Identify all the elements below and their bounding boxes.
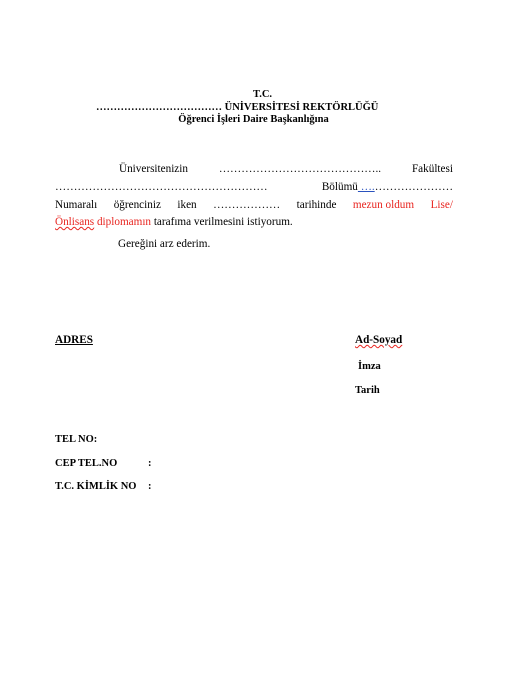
university-word: Üniversitenizin: [119, 163, 188, 175]
while-word: iken: [177, 199, 197, 211]
id-number-label: T.C. KİMLİK NO: [55, 481, 137, 492]
mobile-label: CEP TEL.NO: [55, 458, 118, 469]
date-blank: ………………: [213, 199, 281, 211]
mobile-colon: :: [148, 458, 152, 469]
paragraph-line-3: [55, 196, 453, 214]
header-office: Öğrenci İşleri Daire Başkanlığına: [178, 114, 329, 125]
name-surname-text: Ad-Soyad: [355, 334, 403, 346]
numbered-word: Numaralı: [55, 199, 98, 211]
header-tc: T.C.: [252, 89, 273, 100]
graduated-phrase: mezun oldum: [352, 199, 415, 211]
name-surname-label: [355, 334, 402, 346]
on-date-word: tarihinde: [296, 199, 337, 211]
request-phrase: tarafıma verilmesini istiyorum.: [151, 216, 293, 228]
paragraph-line-2: [55, 178, 453, 196]
associate-degree-word: Önlisans: [55, 216, 95, 228]
address-label: ADRES: [55, 334, 93, 346]
diploma-word: diplomamın: [94, 216, 152, 228]
phone-label: TEL NO:: [55, 434, 98, 445]
paragraph-line-1: [55, 160, 453, 178]
signature-label: İmza: [358, 361, 381, 372]
department-field: ….: [357, 181, 375, 193]
department-blank: …………………………………………………: [55, 181, 268, 193]
department-word: Bölümü: [321, 181, 358, 193]
id-number-colon: :: [148, 481, 152, 492]
department-field-dots: …………………: [374, 181, 453, 193]
highschool-word: Lise/: [430, 199, 453, 211]
date-label: Tarih: [355, 385, 380, 396]
faculty-word: Fakültesi: [411, 163, 453, 175]
department-group: [322, 178, 453, 196]
faculty-blank: ……………………………………..: [218, 163, 382, 175]
student-word: öğrenciniz: [113, 199, 161, 211]
header-university: ……………………………… ÜNİVERSİTESİ REKTÖRLÜĞÜ: [96, 102, 379, 113]
paragraph-line-4: [55, 213, 453, 231]
closing-line: Gereğini arz ederim.: [118, 238, 211, 250]
